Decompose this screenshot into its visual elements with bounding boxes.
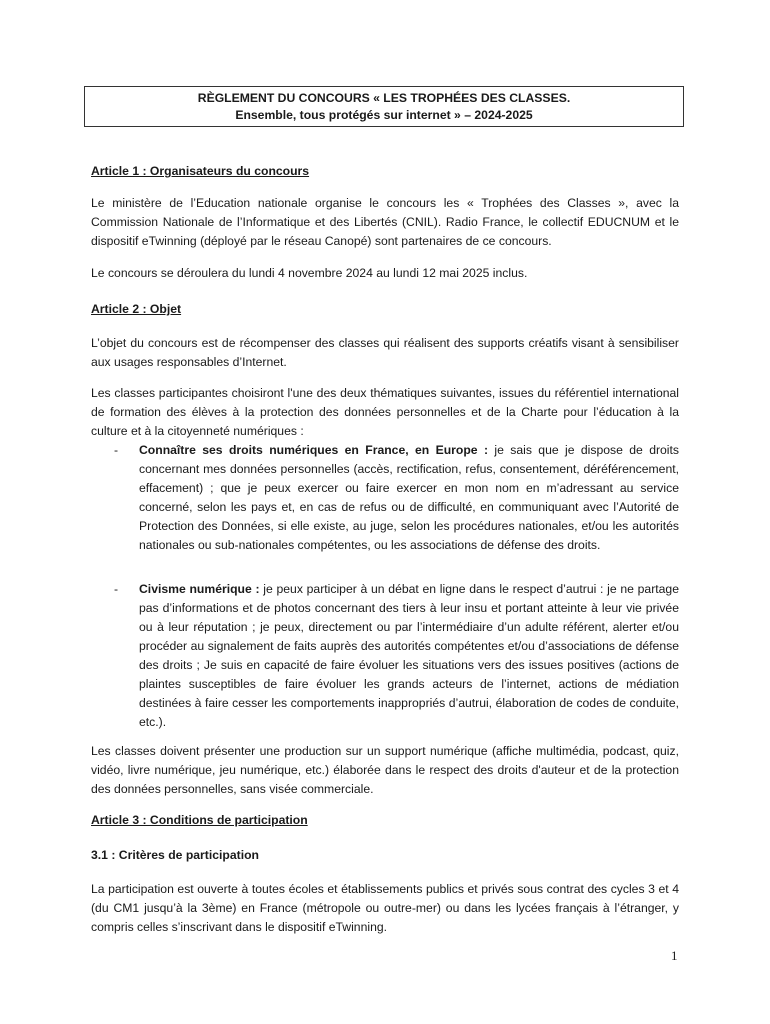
- article-3-1-subheading: 3.1 : Critères de participation: [91, 848, 259, 862]
- bullet-title: Civisme numérique :: [139, 582, 260, 596]
- bullet-dash: -: [114, 582, 119, 596]
- article-2-paragraph-1: L’objet du concours est de récompenser des classes qui réalisent des supports créatifs visant à sensibiliser aux usages responsables d’Internet.: [91, 336, 679, 369]
- article-3-heading: Article 3 : Conditions de participation: [91, 813, 308, 827]
- article-2-paragraph-3: Les classes doivent présenter une production sur un support numérique (affiche multimédia, podcast, quiz, vidéo, livre numérique, jeu numérique, etc.) élaborée dans le respect des droits d'auteur et de la protection des données personnelles, sans visée commerciale.: [91, 744, 679, 796]
- article-3-paragraph-1: La participation est ouverte à toutes écoles et établissements publics et privés sous contrat des cycles 3 et 4 (du CM1 jusqu’à la 3ème) en France (métropole ou outre-mer) ou dans les lycées français à l’étranger, y compris celles s’inscrivant dans le dispositif eTwinning.: [91, 882, 679, 934]
- bullet-dash: -: [114, 443, 119, 457]
- bullet-title: Connaître ses droits numériques en France, en Europe :: [139, 443, 489, 457]
- title-box: [84, 86, 684, 127]
- article-1-paragraph-1: Le ministère de l’Education nationale organise le concours les « Trophées des Classes », avec la Commission Nationale de l’Informatique et des Libertés (CNIL). Radio France, le collectif EDUCNUM et le dispositif eTwinning (déployé par le réseau Canopé) sont partenaires de ce concours.: [91, 196, 679, 248]
- page-number: 1: [671, 948, 678, 963]
- article-1-heading: Article 1 : Organisateurs du concours: [91, 164, 310, 178]
- bullet-item-digital-civics: [139, 580, 679, 732]
- title-line-2: Ensemble, tous protégés sur internet » – 2024-2025: [235, 108, 533, 122]
- bullet-body: je peux participer à un débat en ligne dans le respect d’autrui : je ne partage pas d’informations et de photos concernant des tiers à leur insu et portant atteinte à leur vie privée ou à leur réputation ; je peux, directement ou par l’intermédiaire d’un adulte référent, alerter et/ou procéder au signalement de faits auprès des autorités compétentes et/ou d’associations de défense des droits ; Je suis en capacité de faire évoluer les situations vers des issues positives (actions de plaintes susceptibles de faire évoluer les grands acteurs de l’internet, actions de médiation destinées à faire cesser les comportements inappropriés d’autrui, élaboration de codes de conduite, etc.).: [139, 582, 679, 729]
- bullet-item-digital-rights: [139, 441, 679, 555]
- title-line-1: RÈGLEMENT DU CONCOURS « LES TROPHÉES DES CLASSES.: [197, 91, 571, 105]
- article-2-paragraph-2: Les classes participantes choisiront l'une des deux thématiques suivantes, issues du référentiel international de formation des élèves à la protection des données personnelles et de la Charte pour l’éducation à la culture et à la citoyenneté numériques :: [91, 386, 679, 438]
- article-2-heading: Article 2 : Objet: [91, 302, 182, 316]
- bullet-body: je sais que je dispose de droits concernant mes données personnelles (accès, rectification, refus, consentement, déréférencement, effacement) ; que je peux exercer ou faire exercer en mon nom en m’adressant au service concerné, selon les pays et, en cas de refus ou de difficulté, en communiquant avec l’Autorité de Protection des Données, si elle existe, au juge, selon les procédures nationales, et/ou les autorités nationales ou sub-nationales compétentes, ou les associations de défense des droits.: [139, 443, 679, 552]
- article-1-paragraph-2: Le concours se déroulera du lundi 4 novembre 2024 au lundi 12 mai 2025 inclus.: [91, 266, 528, 280]
